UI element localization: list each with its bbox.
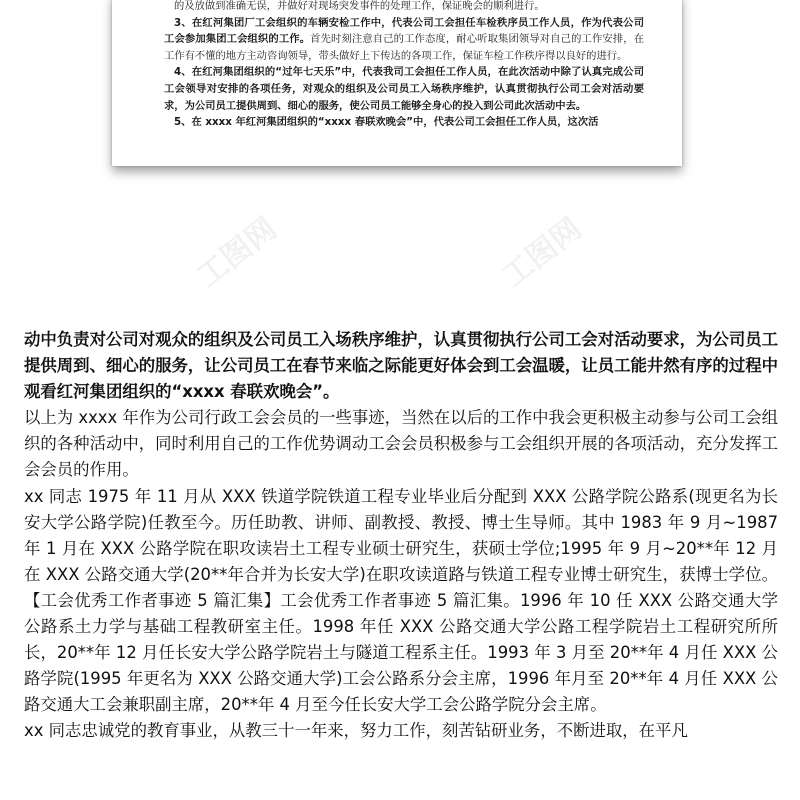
preview-paragraph: 的及放做到准确无误，并做好对现场突发事件的处理工作，保证晚会的顺利进行。 bbox=[174, 0, 545, 12]
document-preview-page bbox=[112, 0, 682, 166]
preview-text-block bbox=[164, 0, 644, 131]
body-paragraph: xx 同志 1975 年 11 月从 XXX 铁道学院铁道工程专业毕业后分配到 XXX 公路学院公路系(现更名为长安大学公路学院)任教至今。历任助教、讲师、副教授、教授、博士生导师。其中 1983 年 9 月~1987 年 1 月在 XXX 公路学院在职攻读岩土工程专业硕士研究生，获硕士学位;1995 年 9 月~20**年 12 月在 XXX 公路交通大学(20**年合并为长安大学)在职攻读道路与铁道工程专业博士研究生，获博士学位。【工会优秀工作者事迹 5 篇汇集】工会优秀工作者事迹 5 篇汇集。1996 年 10 任 XXX 公路交通大学公路系土力学与基础工程教研室主任。1998 年任 XXX 公路交通大学公路工程学院岩土工程研究所所长，20**年 12 月任长安大学公路学院岩土与隧道工程系主任。1993 年 3 月至 20**年 4 月任 XXX 公路学院(1995 年更名为 XXX 公路交通大学)工会公路系分会主席，1996 年月至 20**年 4 月任 XXX 公路交通大工会兼职副主席，20**年 4 月至今任长安大学工会公路学院分会主席。 bbox=[24, 486, 778, 715]
body-paragraph: 动中负责对公司对观众的组织及公司员工入场秩序维护，认真贯彻执行公司工会对活动要求，为公司员工提供周到、细心的服务，让公司员工在春节来临之际能更好体会到工会温暖，让员工能井然有序的过程中观看红河集团组织的“xxxx 春联欢晚会”。 bbox=[24, 330, 778, 402]
preview-paragraph: 5、在 xxxx 年红河集团组织的“xxxx 春联欢晚会”中，代表公司工会担任工作人员，这次活 bbox=[174, 116, 599, 129]
watermark-graphic: 工图网 bbox=[190, 211, 284, 295]
document-body bbox=[24, 327, 778, 745]
preview-paragraph: 3、在红河集团厂工会组织的车辆安检工作中，代表公司工会担任车检秩序员工作人员，作为代表公司工会参加集团工会组织的工作。 bbox=[164, 16, 644, 46]
body-paragraph: 以上为 xxxx 年作为公司行政工会会员的一些事迹，当然在以后的工作中我会更积极主动参与公司工会组织的各种活动中，同时利用自己的工作优势调动工会会员积极参与工会组织开展的各项活动，充分发挥工会会员的作用。 bbox=[24, 408, 779, 480]
watermark-graphic: 工图网 bbox=[495, 211, 589, 295]
preview-paragraph: 4、在红河集团组织的“过年七天乐”中，代表我司工会担任工作人员，在此次活动中除了认真完成公司工会领导对安排的各项任务，对观众的组织及公司员工入场秩序维护，认真贯彻执行公司工会对活动要求，为公司员工提供周到、细心的服务，使公司员工能够全身心的投入到公司此次活动中去。 bbox=[164, 66, 644, 112]
body-paragraph: xx 同志忠诚党的教育事业，从教三十一年来，努力工作，刻苦钻研业务，不断进取，在平凡 bbox=[24, 721, 688, 741]
preview-paragraph: 首先时刻注意自己的工作态度，耐心听取集团领导对自己的工作安排，在工作有不懂的地方主动咨询领导，带头做好上下传达的各项工作，保证车检工作秩序得以良好的进行。 bbox=[164, 33, 645, 62]
